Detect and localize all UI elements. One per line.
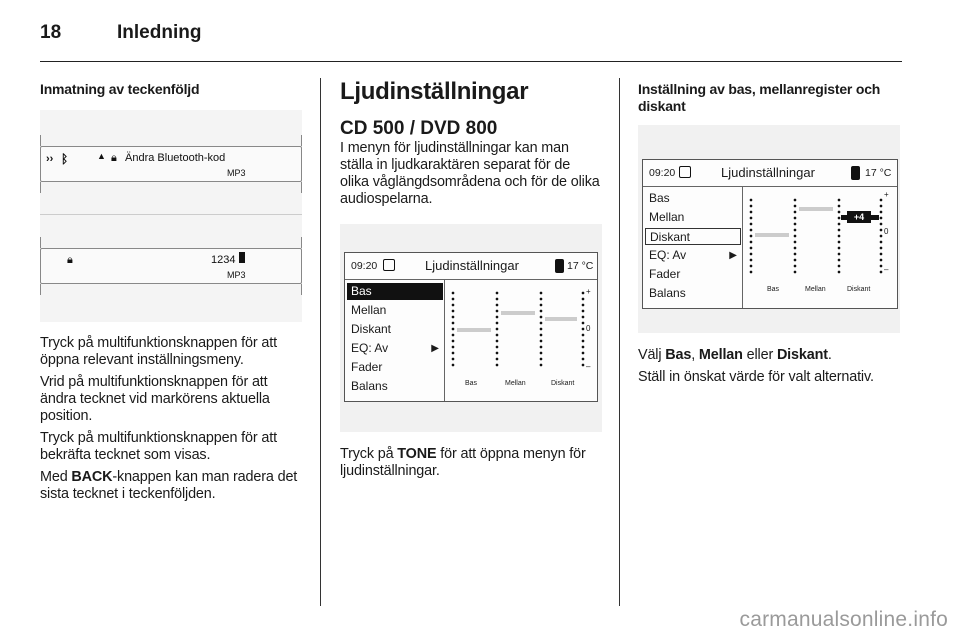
frame-tick: [301, 182, 302, 193]
frame-tick: [40, 135, 41, 146]
paragraph: [340, 446, 602, 480]
bass-mid-treble-figure: [638, 125, 900, 333]
menu-item-mellan[interactable]: Mellan: [351, 303, 387, 317]
frame-tick: [40, 284, 41, 295]
text-run: eller: [742, 347, 777, 363]
mp3-label: MP3: [227, 270, 246, 280]
button-name: TONE: [397, 446, 437, 462]
value-tag: +4: [847, 211, 871, 223]
nav-icon: [383, 259, 395, 271]
level-column: [879, 197, 883, 275]
level-marker: [457, 328, 491, 332]
arrow-up-icon: ▲: [97, 151, 106, 161]
bluetooth-icon: ᛒ: [61, 152, 69, 166]
screen-top-bar: [643, 160, 897, 187]
bar-label: Diskant: [551, 380, 575, 387]
text-run: Välj: [638, 347, 666, 363]
temperature: 17 °C: [865, 167, 892, 179]
band-label: Ändra Bluetooth-kod: [125, 152, 226, 164]
display-screen: [642, 159, 898, 309]
option-name: Mellan: [698, 347, 743, 363]
screen-title: Ljudinställningar: [721, 165, 815, 180]
menu-item-balans[interactable]: Balans: [649, 286, 686, 300]
level-marker: [799, 207, 833, 211]
scale-minus: –: [884, 265, 889, 274]
menu-item-fader[interactable]: Fader: [649, 267, 681, 281]
bar-label: Bas: [767, 286, 780, 293]
text-run: för att öppna menyn för ljudinställningar.: [340, 446, 586, 479]
arrow-right-icon: ▶: [729, 250, 737, 261]
bluetooth-code-figure: [40, 110, 302, 322]
frame-tick: [301, 237, 302, 248]
column-divider: [320, 78, 321, 606]
column-sound-settings: [340, 78, 602, 485]
lock-icon: 🔒︎: [67, 254, 73, 266]
subsection-title: CD 500 / DVD 800: [340, 118, 498, 139]
scale-plus: +: [884, 190, 889, 199]
bar-label: Mellan: [805, 286, 826, 293]
clock: 09:20: [351, 260, 378, 272]
text-run: ,: [691, 347, 699, 363]
text-run: .: [827, 347, 832, 363]
scale-minus: –: [586, 362, 591, 371]
button-name: BACK: [71, 469, 113, 485]
page-title: Inledning: [117, 22, 202, 43]
menu-item-fader[interactable]: Fader: [351, 360, 383, 374]
menu-item-bas[interactable]: Bas: [347, 283, 443, 300]
settings-menu: [643, 187, 743, 308]
frame-tick: [301, 135, 302, 146]
scale-zero: 0: [884, 227, 889, 236]
paragraph: Tryck på multifunktionsknappen för att öppna relevant inställningsmeny.: [40, 335, 277, 368]
nav-icon: [679, 166, 691, 178]
menu-item-eq[interactable]: [347, 340, 443, 357]
paragraph: [40, 469, 302, 503]
figure-separator: [40, 214, 302, 215]
temperature: 17 °C: [567, 260, 594, 272]
cursor-block-icon: [239, 252, 245, 263]
text-run: -knappen kan man radera det sista tecknet i teckenföljden.: [40, 469, 298, 502]
option-name: Bas: [665, 347, 692, 363]
mp3-label: MP3: [227, 168, 246, 178]
option-name: Diskant: [776, 347, 828, 363]
level-column: [495, 290, 499, 368]
section-heading: Inställning av bas, mellanregister och diskant: [638, 81, 881, 114]
menu-item-label: EQ: Av: [351, 341, 389, 355]
paragraph: [638, 347, 904, 364]
column-divider: [619, 78, 620, 606]
phone-icon: [851, 166, 860, 180]
section-title: Ljudinställningar: [340, 78, 529, 105]
level-column: [837, 197, 841, 275]
frame-tick: [40, 182, 41, 193]
screen-top-bar: [345, 253, 597, 280]
sound-settings-figure: [340, 224, 602, 432]
frame-tick: [301, 284, 302, 295]
scale-zero: 0: [586, 324, 591, 333]
paragraph: Vrid på multifunktionsknappen för att ändra tecknet vid markörens aktuella position.: [40, 374, 270, 424]
clock: 09:20: [649, 167, 676, 179]
menu-item-mellan[interactable]: Mellan: [649, 210, 685, 224]
paragraph: Tryck på multifunktionsknappen för att bekräfta tecknet som visas.: [40, 430, 277, 463]
menu-item-diskant[interactable]: Diskant: [351, 322, 392, 336]
display-screen: [344, 252, 598, 402]
eq-bars: [743, 187, 897, 308]
scale-plus: +: [586, 287, 591, 296]
level-column: [451, 290, 455, 368]
column-bass-mid-treble: [638, 78, 904, 391]
watermark: carmanualsonline.info: [739, 608, 948, 631]
phone-icon: [555, 259, 564, 273]
screen-title: Ljudinställningar: [425, 258, 519, 273]
page-header: [40, 18, 902, 62]
bar-label: Diskant: [847, 286, 871, 293]
level-column: [793, 197, 797, 275]
display-band: [40, 248, 302, 284]
text-run: Tryck på: [340, 446, 398, 462]
text-run: Med: [40, 469, 72, 485]
menu-item-eq[interactable]: [645, 247, 741, 264]
level-marker: [545, 317, 577, 321]
menu-item-diskant[interactable]: Diskant: [645, 228, 741, 245]
frame-tick: [40, 237, 41, 248]
page-number: 18: [40, 22, 62, 43]
eq-bars: [445, 280, 597, 401]
bar-label: Mellan: [505, 380, 526, 387]
menu-item-bas[interactable]: Bas: [649, 191, 670, 205]
bar-label: Bas: [465, 380, 478, 387]
paragraph: Ställ in önskat värde för valt alternativ.: [638, 369, 874, 385]
code-value: 1234: [211, 254, 236, 266]
menu-item-balans[interactable]: Balans: [351, 379, 388, 393]
level-marker: [501, 311, 535, 315]
display-band: [40, 146, 302, 182]
forward-icon: ››: [46, 153, 54, 165]
level-column: [539, 290, 543, 368]
level-column: [581, 290, 585, 368]
lock-icon: 🔒︎: [111, 152, 117, 164]
level-marker: [755, 233, 789, 237]
level-column: [749, 197, 753, 275]
paragraph: I menyn för ljudinställningar kan man ställa in ljudkaraktären separat för de olika våglängdsområdena och för de olika audiospelarna.: [340, 140, 600, 207]
arrow-right-icon: ▶: [431, 343, 439, 354]
section-heading: Inmatning av teckenföljd: [40, 81, 200, 97]
menu-item-label: EQ: Av: [649, 248, 687, 262]
column-character-input: [40, 78, 302, 508]
settings-menu: [345, 280, 445, 401]
